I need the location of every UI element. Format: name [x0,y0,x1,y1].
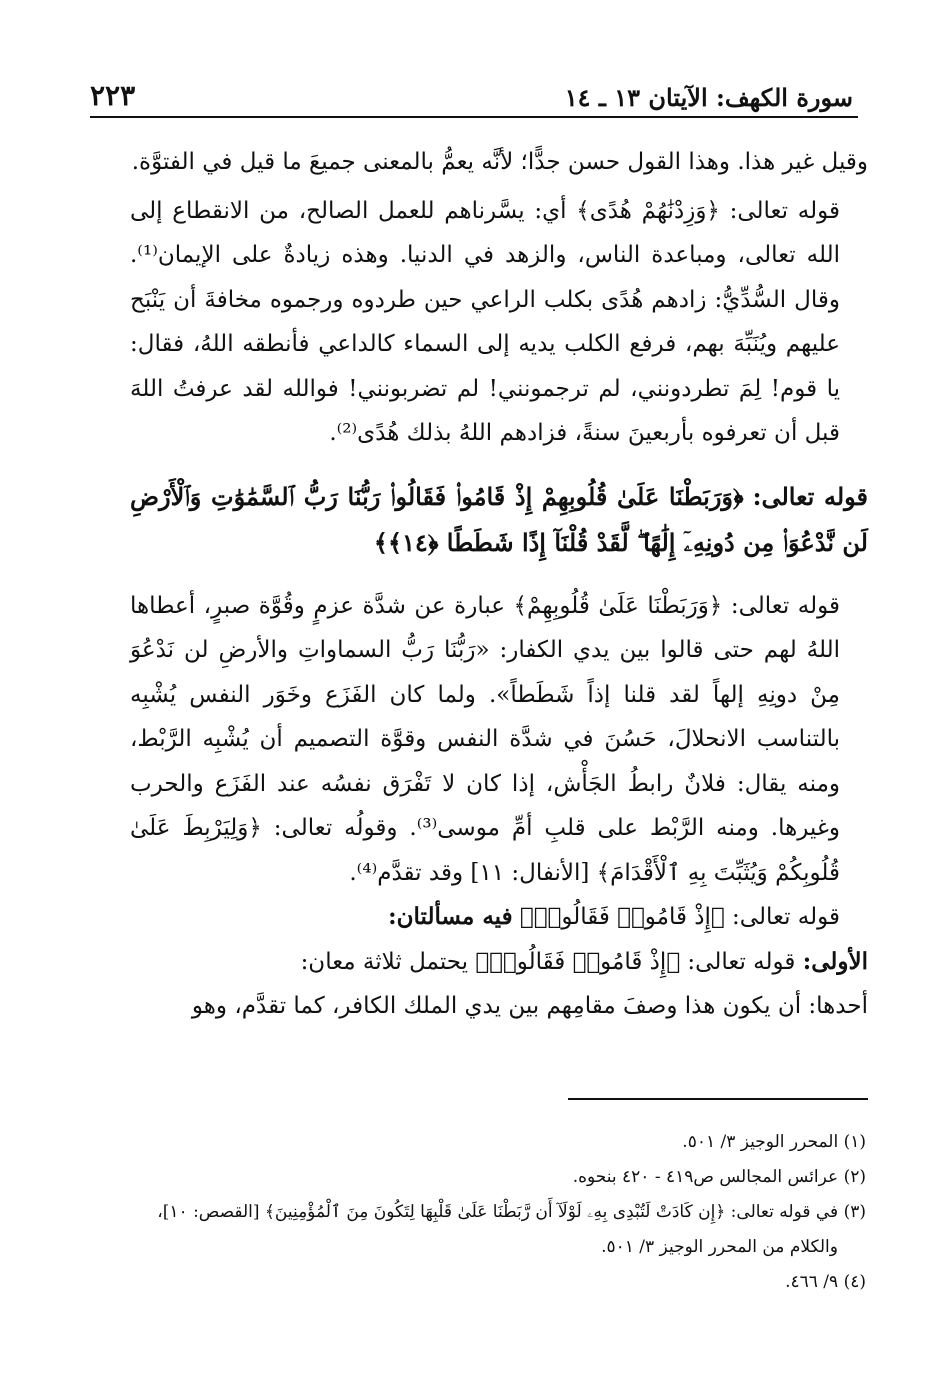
paragraph: وقيل غير هذا. وهذا القول حسن جدًّا؛ لأنَّه يعمُّ بالمعنى جميعَ ما قيل في الفتوَّة. [131,149,868,175]
footnote: (٢) عرائس المجالس ص٤١٩ - ٤٢٠ بنحوه. [572,1167,866,1187]
first-issue [130,940,868,985]
header-rule [90,116,858,118]
page-number: ٢٢٣ [90,79,136,112]
verse-block [130,474,868,566]
question-suffix: فيه مسألتان: [388,903,513,930]
paragraph: قوله تعالى: ﴿وَزِدْنَٰهُمْ هُدًى﴾ أي: يسَّرناهم للعمل الصالح، من الانقطاع إلى الله تعالى، ومباعدة الناس، والزهد في الدنيا. وهذه زيادةٌ على الإيمان⁽¹⁾. وقال السُّدِّيُّ: زادهم هُدًى بكلب الراعي حين طردوه ورجموه مخافةَ أن يَنْبَح عليهم ويُنَبِّهَ بهم، فرفع الكلب يديه إلى السماء كالداعي فأنطقه اللهُ، فقال: يا قوم! لِمَ تطردونني، لم ترجمونني! لم تضربونني! فوالله لقد عرفتُ اللهَ قبل أن تعرفوه بأربعينَ سنةً، فزادهم اللهُ بذلك هُدًى⁽²⁾. [130,197,840,446]
footnote-rule [568,1098,868,1100]
chapter-title: سورة الكهف: الآيتان ١٣ ـ ١٤ [564,83,853,112]
footnote: (٣) في قوله تعالى: ﴿إِن كَادَتْ لَتُبْدِى بِهِۦ لَوْلَآ أَن رَّبَطْنَا عَلَىٰ قَلْبِهَا لِتَكُونَ مِنَ ٱلْمُؤْمِنِينَ﴾ [القصص: ١٠]، [157,1202,866,1222]
footnotes [80,1125,866,1300]
question-line [130,895,868,940]
issue-text: قوله تعالى: ﴿إِذْ قَامُوا۟ فَقَالُوا۟﴾ يحتمل ثلاثة معان: [300,948,796,975]
main-text [130,140,868,1029]
question-prefix: قوله تعالى: ﴿إِذْ قَامُوا۟ فَقَالُوا۟﴾ [519,904,840,930]
verse-text: ﴿وَرَبَطْنَا عَلَىٰ قُلُوبِهِمْ إِذْ قَامُوا۟ فَقَالُوا۟ رَبُّنَا رَبُّ ٱلسَّمَٰوَٰتِ وَٱلْأَرْضِ لَن نَّدْعُوَا۟ مِن دُونِهِۦٓ إِلَٰهًا ۖ لَّقَدْ قُلْنَآ إِذًا شَطَطًا ﴿١٤﴾﴾ [130,481,868,557]
paragraph: أحدها: أن يكون هذا وصفَ مقامِهم بين يدي الملك الكافر، كما تقدَّم، وهو [191,993,868,1019]
issue-label: الأولى: [802,947,868,975]
paragraph: قوله تعالى: ﴿وَرَبَطْنَا عَلَىٰ قُلُوبِهِمْ﴾ عبارة عن شدَّة عزمٍ وقُوَّة صبرٍ، أعطاها اللهُ لهم حتى قالوا بين يدي الكفار: «رَبُّنَا رَبُّ السماواتِ والأرضِ لن نَدْعُوَ مِنْ دونِهِ إلهاً لقد قلنا إذاً شَطَطاً». ولما كان الفَزَع وخَوَر النفس يُشْبِه بالتناسب الانحلالَ، حَسُنَ في شدَّة النفس وقوَّة التصميم أن يُشْبِه الرَّبْط، ومنه يقال: فلانٌ رابطُ الجَأْش، إذا كان لا تَفْرَق نفسُه عند الفَزَع والحرب وغيرها. ومنه الرَّبْط على قلبِ أمِّ موسى⁽³⁾. وقولُه تعالى: ﴿وَلِيَرْبِطَ عَلَىٰ قُلُوبِكُمْ وَيُثَبِّتَ بِهِ ٱلْأَقْدَامَ﴾ [الأنفال: ١١] وقد تقدَّم⁽⁴⁾. [130,592,840,886]
verse-heading: قوله تعالى: [752,481,869,511]
footnote: (١) المحرر الوجيز ٣/ ٥٠١. [682,1132,866,1152]
footnote-continuation: والكلام من المحرر الوجيز ٣/ ٥٠١. [601,1237,838,1257]
footnote: (٤) ٩/ ٤٦٦. [785,1272,866,1292]
running-header [90,68,853,112]
